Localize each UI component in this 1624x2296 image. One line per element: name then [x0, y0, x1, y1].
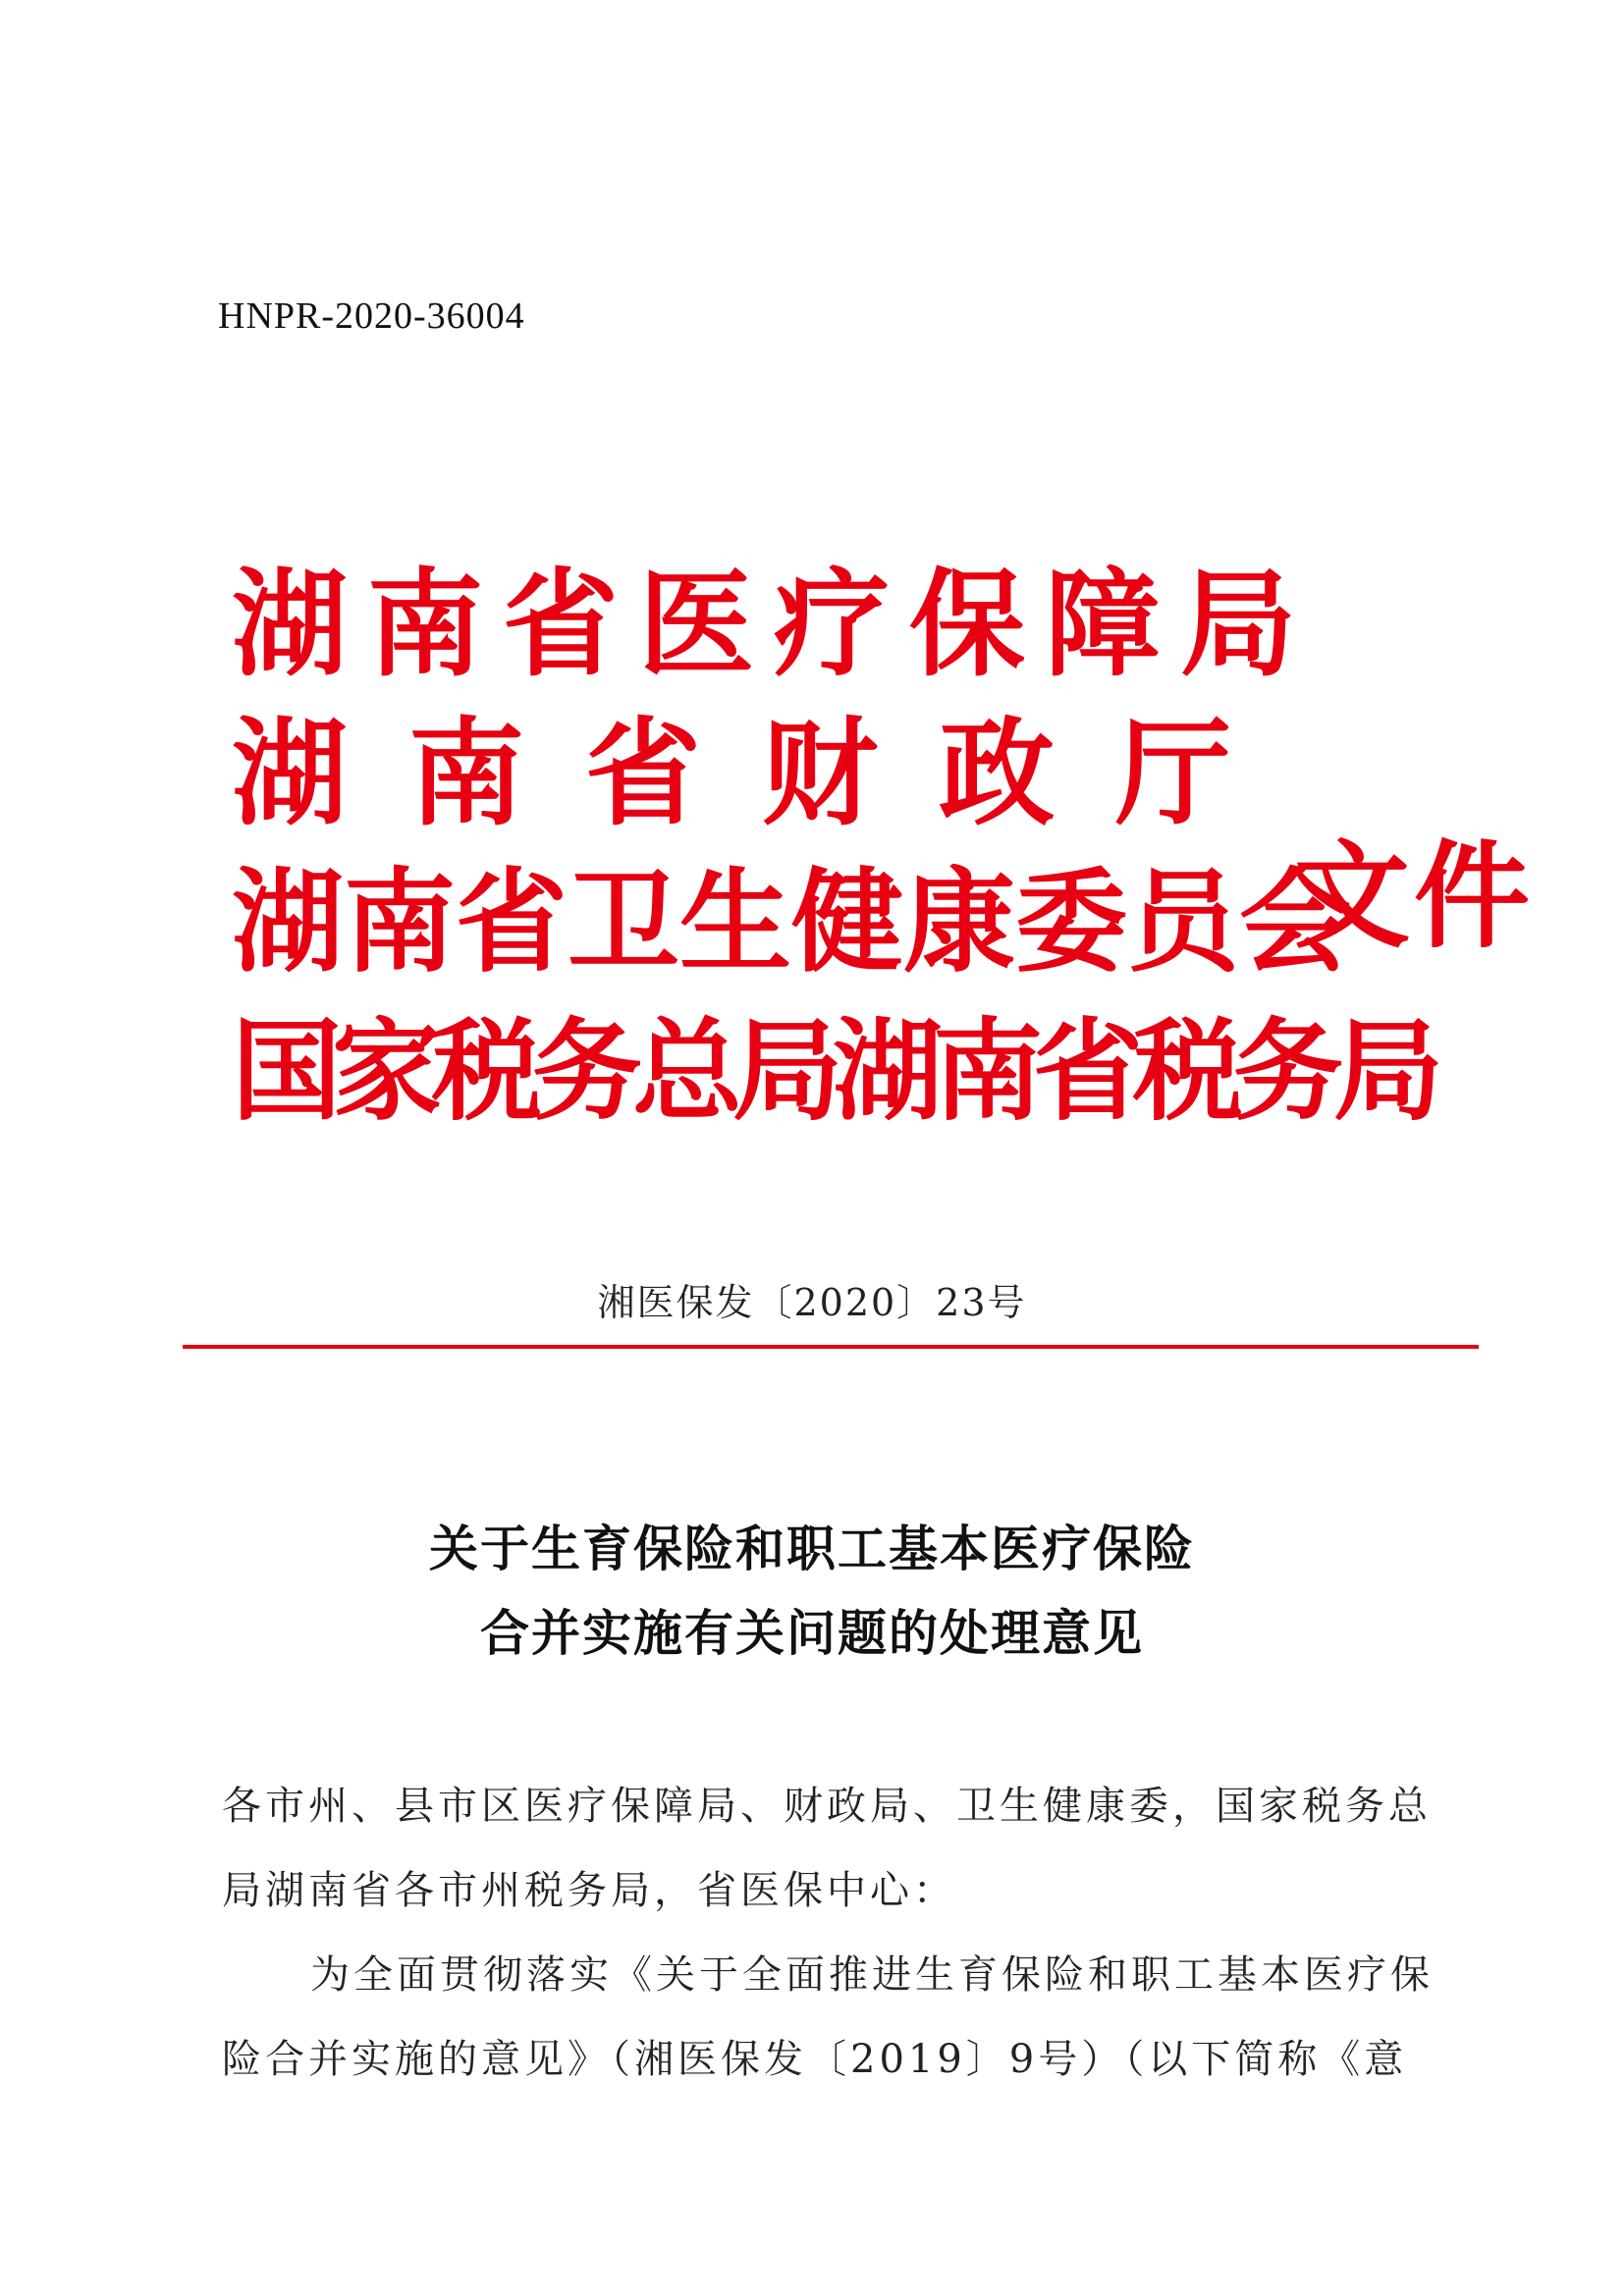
body-line: 局湖南省各市州税务局，省医保中心： [222, 1868, 956, 1913]
document-code: HNPR-2020-36004 [218, 295, 525, 337]
issuer-name: 国家税务总局湖南省税务局 [232, 1008, 1434, 1136]
body-line: 各市州、县市区医疗保障局、财政局、卫生健康委，国家税务总 [222, 1784, 1432, 1829]
body-line: 险合并实施的意见》（湘医保发〔2019〕9号）（以下简称《意 [222, 2037, 1408, 2082]
document-title-line: 合并实施有关问题的处理意见 [480, 1604, 1144, 1662]
issuer-name: 湖南省财政厅 [232, 706, 1293, 841]
document-title-line: 关于生育保险和职工基本医疗保险 [429, 1520, 1195, 1577]
issuer-name: 湖南省医疗保障局 [232, 557, 1317, 692]
red-divider [183, 1345, 1479, 1349]
document-number: 湘医保发〔2020〕23号 [597, 1281, 1027, 1324]
body-line: 为全面贯彻落实《关于全面推进生育保险和职工基本医疗保 [310, 1952, 1434, 1998]
document-type-suffix: 文件 [1294, 828, 1535, 964]
issuer-name: 湖南省卫生健康委员会 [232, 857, 1352, 988]
